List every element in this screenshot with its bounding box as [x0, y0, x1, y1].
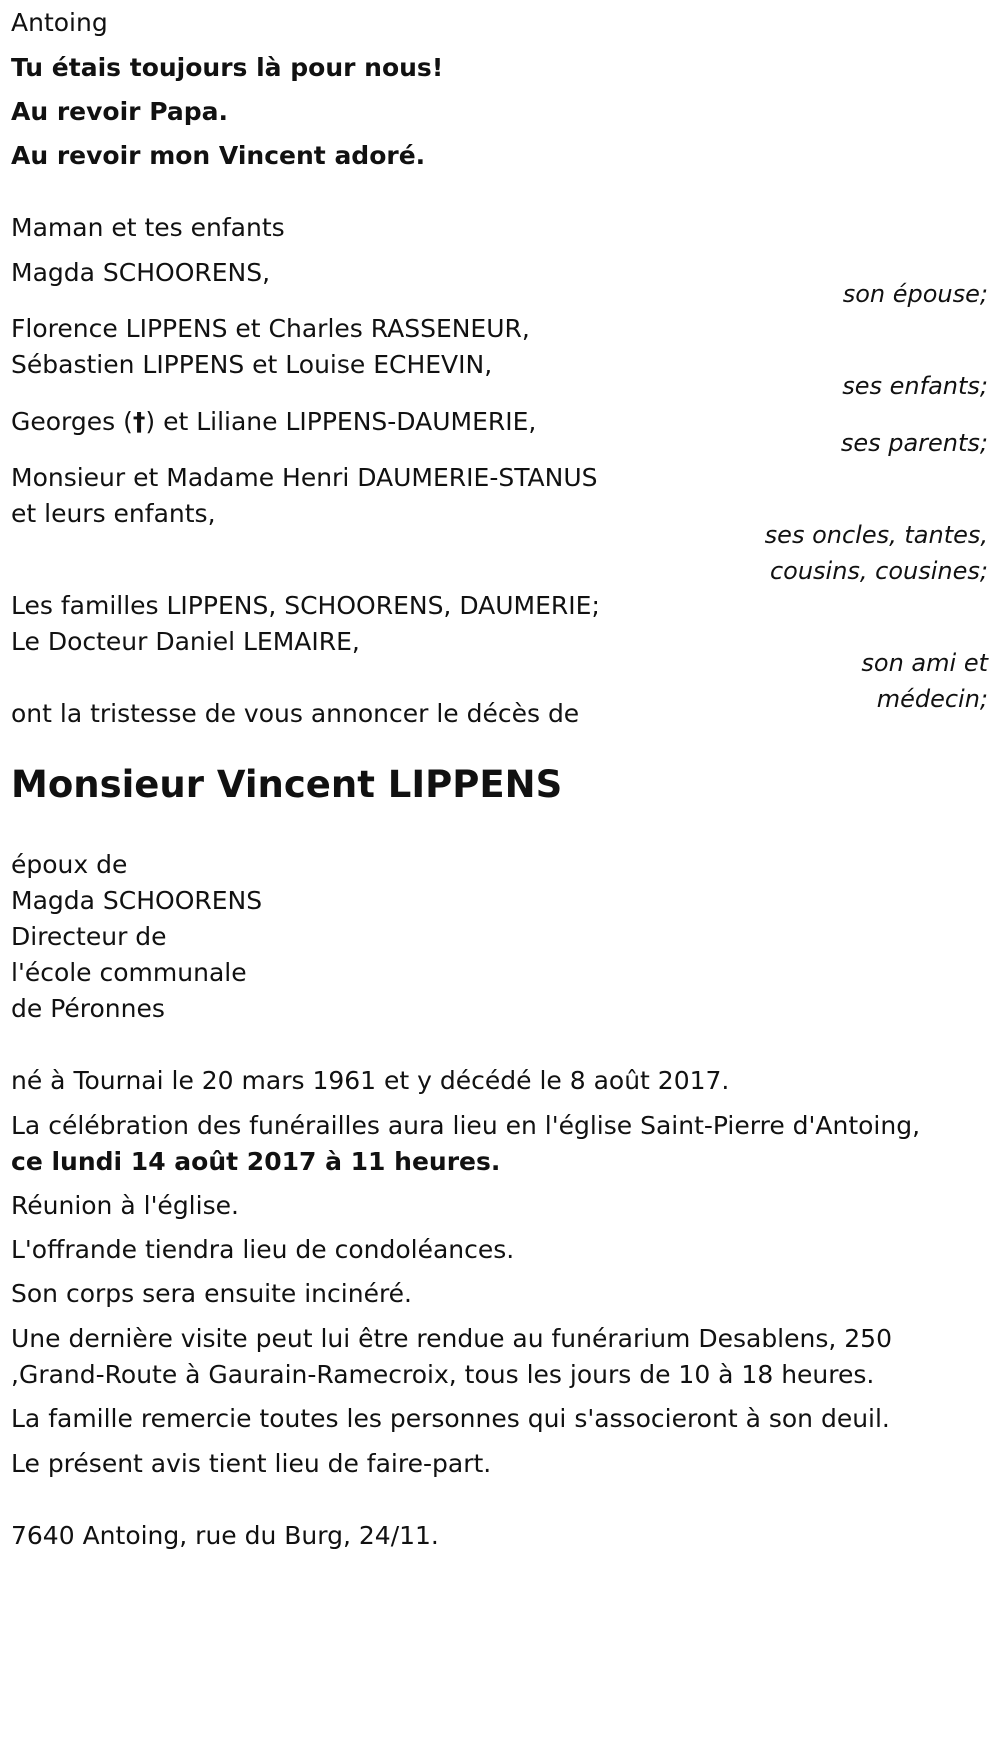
deceased-detail-5: de Péronnes — [11, 994, 165, 1023]
deceased-detail-1: époux de — [11, 850, 128, 879]
ceremony-line: La célébration des funérailles aura lieu en l'église Saint-Pierre d'Antoing, — [11, 1111, 921, 1140]
uncles-role-1: ses oncles, tantes, — [764, 521, 988, 549]
children-role: ses enfants; — [842, 372, 988, 400]
deceased-detail-4: l'école communale — [11, 958, 247, 987]
offering-line: L'offrande tiendra lieu de condoléances. — [11, 1235, 515, 1264]
announcement: ont la tristesse de vous annoncer le décès de — [11, 699, 580, 728]
cross-icon: † — [132, 407, 146, 436]
epitaph-line-3: Au revoir mon Vincent adoré. — [11, 141, 426, 170]
epitaph-line-1: Tu étais toujours là pour nous! — [11, 53, 444, 82]
doctor-role-1: son ami et — [861, 649, 988, 677]
deceased-detail-3: Directeur de — [11, 922, 167, 951]
parents-name-a: Georges ( — [11, 407, 133, 436]
parents — [11, 406, 536, 438]
doctor-role-2: médecin; — [876, 685, 988, 713]
parents-name-b: ) et Liliane LIPPENS-DAUMERIE, — [145, 407, 537, 436]
deceased-detail-2: Magda SCHOORENS — [11, 886, 263, 915]
ceremony-date: ce lundi 14 août 2017 à 11 heures. — [11, 1147, 501, 1176]
uncles-line-2: et leurs enfants, — [11, 499, 216, 528]
parents-role: ses parents; — [840, 429, 988, 457]
notice-line: Le présent avis tient lieu de faire-part. — [11, 1449, 492, 1478]
families-line: Les familles LIPPENS, SCHOORENS, DAUMERIE; — [11, 591, 600, 620]
address-line: 7640 Antoing, rue du Burg, 24/11. — [11, 1521, 439, 1550]
deceased-name: Monsieur Vincent LIPPENS — [11, 763, 563, 806]
uncles-role-2: cousins, cousines; — [769, 557, 988, 585]
thanks-line: La famille remercie toutes les personnes qui s'associeront à son deuil. — [11, 1404, 890, 1433]
epitaph-line-2: Au revoir Papa. — [11, 97, 228, 126]
doctor-line: Le Docteur Daniel LEMAIRE, — [11, 627, 360, 656]
spouse-role: son épouse; — [842, 280, 988, 308]
family-intro: Maman et tes enfants — [11, 213, 285, 242]
uncles-line-1: Monsieur et Madame Henri DAUMERIE-STANUS — [11, 463, 598, 492]
birth-death-line: né à Tournai le 20 mars 1961 et y décédé le 8 août 2017. — [11, 1066, 730, 1095]
visit-line-2: ,Grand-Route à Gaurain-Ramecroix, tous les jours de 10 à 18 heures. — [11, 1360, 875, 1389]
cremation-line: Son corps sera ensuite incinéré. — [11, 1279, 413, 1308]
visit-line-1: Une dernière visite peut lui être rendue au funérarium Desablens, 250 — [11, 1324, 892, 1353]
meeting-line: Réunion à l'église. — [11, 1191, 239, 1220]
place-name: Antoing — [11, 8, 108, 37]
child-1: Florence LIPPENS et Charles RASSENEUR, — [11, 314, 530, 343]
child-2: Sébastien LIPPENS et Louise ECHEVIN, — [11, 350, 493, 379]
spouse-name: Magda SCHOORENS, — [11, 258, 271, 287]
